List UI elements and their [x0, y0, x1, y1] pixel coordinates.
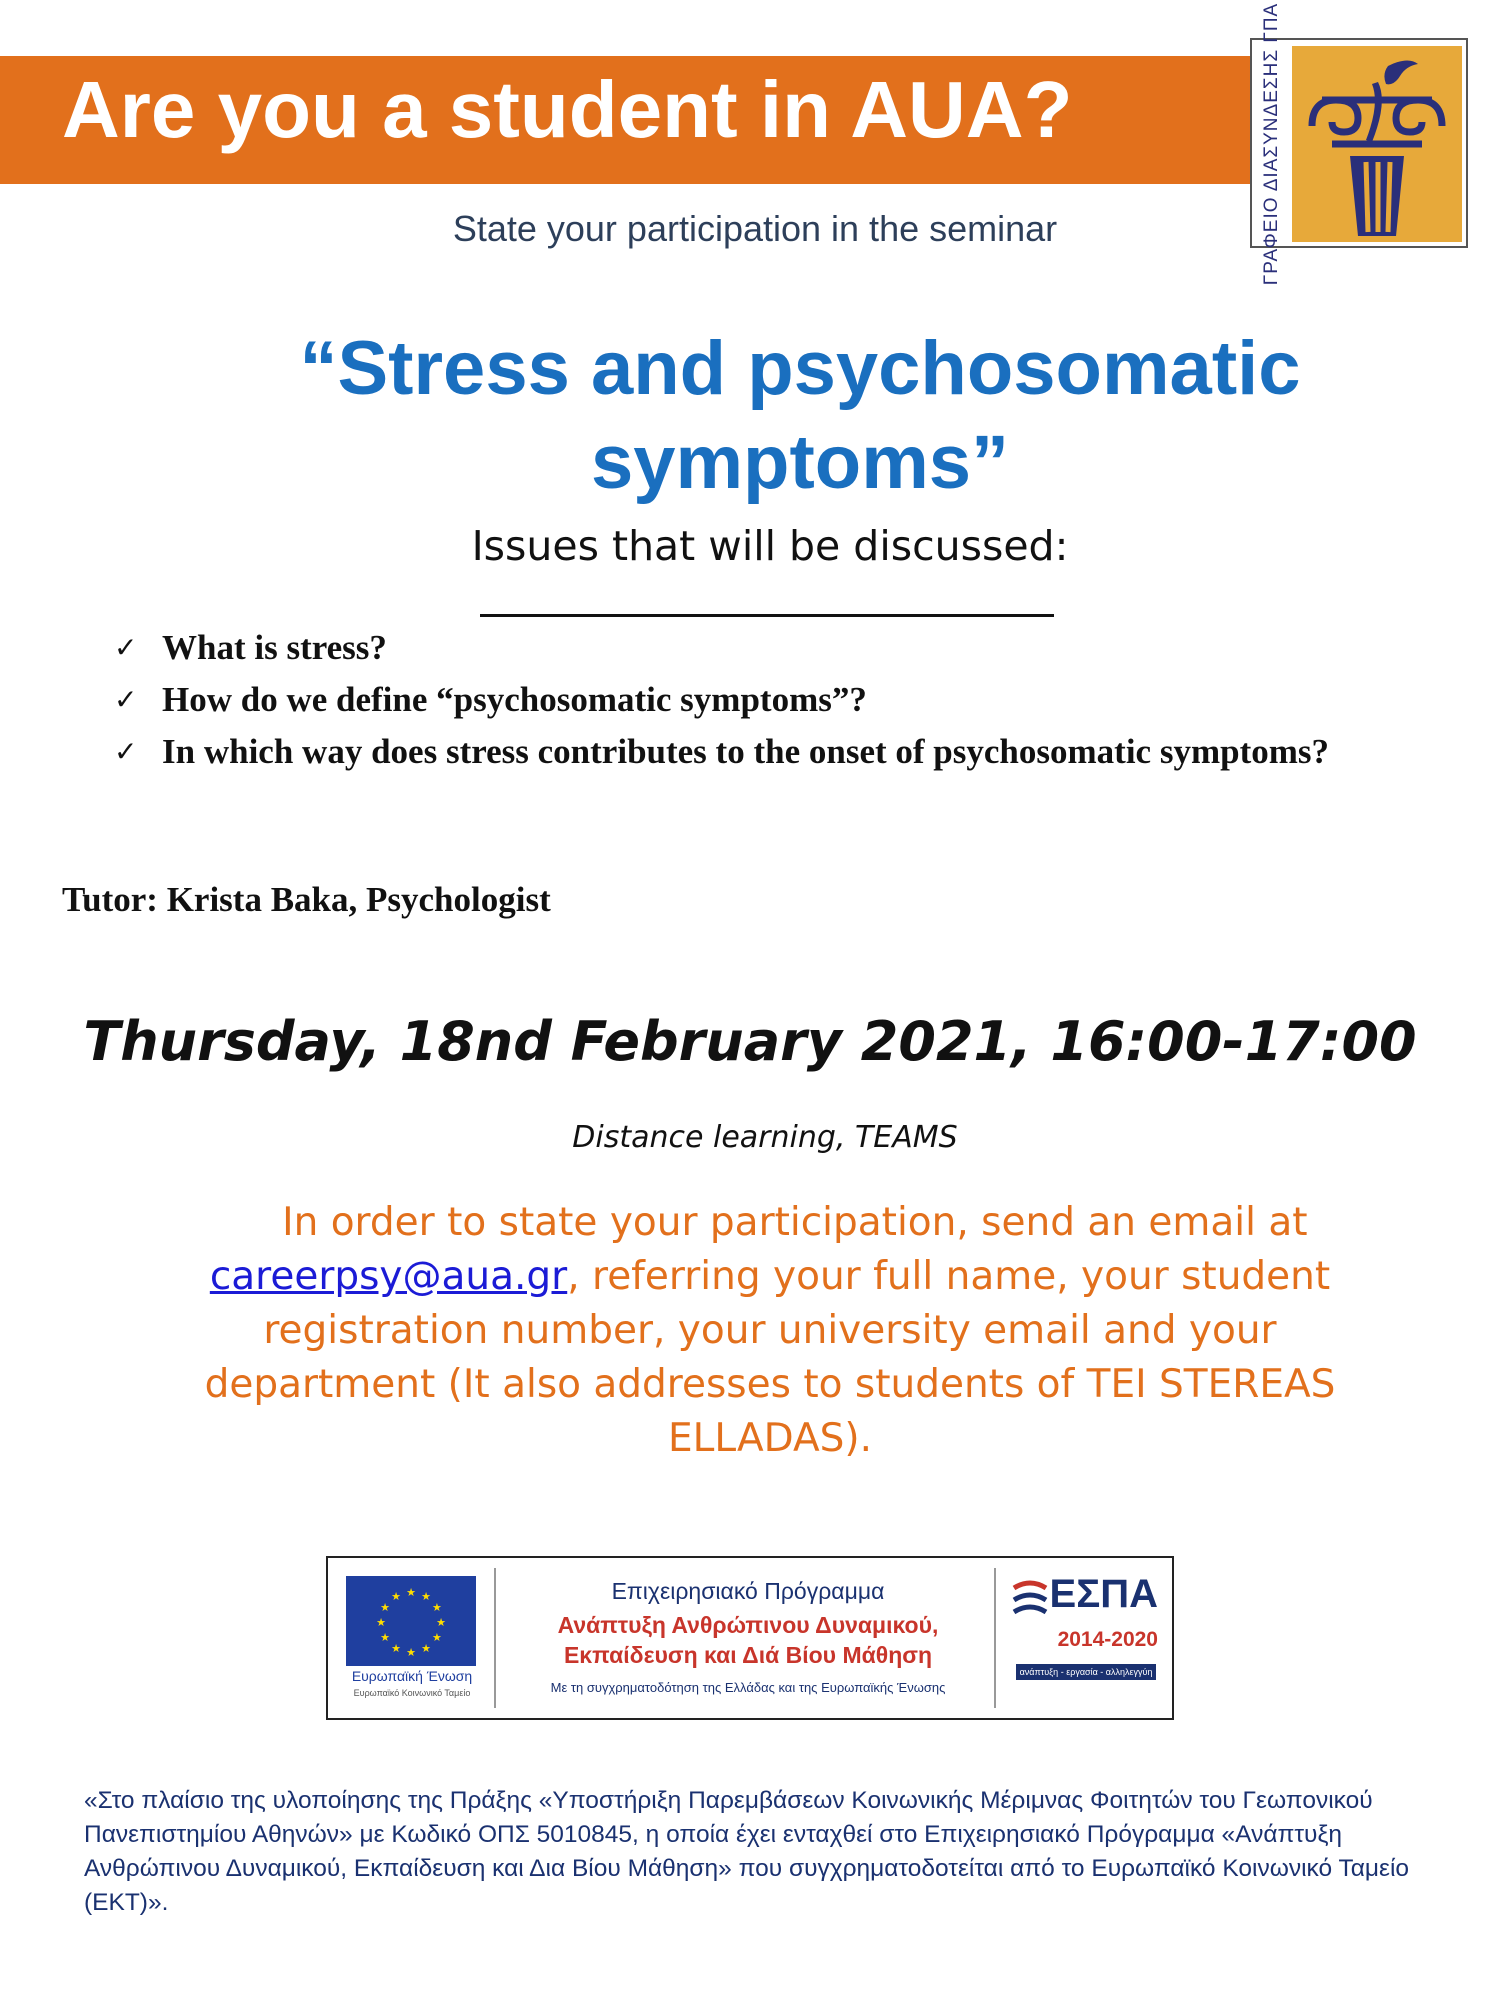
- list-item: [110, 726, 1468, 778]
- funding-footnote: «Στο πλαίσιο της υλοποίησης της Πράξης «Υποστήριξη Παρεμβάσεων Κοινωνικής Μέριμνας Φοιτητών του Γεωπονικού Πανεπιστημίου Αθηνών» με Κωδικό ΟΠΣ 5010845, η οποία έχει ενταχθεί στο Επιχειρησιακό Πρόγραμμα «Ανάπτυξη Ανθρώπινου Δυναμικού, Εκπαίδευση και Δια Βίου Μάθηση» που συγχρηματοδοτείται από το Ευρωπαϊκό Κοινωνικό Ταμείο (ΕΚΤ)».: [84, 1787, 1410, 1916]
- espa-tagline: ανάπτυξη - εργασία - αλληλεγγύη: [1016, 1664, 1156, 1680]
- issue-text: What is stress?: [162, 628, 387, 667]
- tutor: Tutor: Krista Baka, Psychologist: [62, 880, 551, 919]
- seminar-date: Thursday, 18nd February 2021, 16:00-17:00: [83, 1010, 1417, 1073]
- eu-label: Ευρωπαϊκή Ένωση: [351, 1668, 473, 1684]
- eu-star-icon: ★: [406, 1587, 416, 1599]
- eu-star-icon: ★: [432, 1602, 442, 1614]
- page-title: Are you a student in AUA?: [62, 65, 1073, 154]
- eu-star-icon: ★: [391, 1591, 401, 1604]
- seminar-title-line2: symptoms”: [590, 420, 1010, 505]
- eu-star-icon: ★: [391, 1642, 401, 1655]
- op-title: Επιχειρησιακό Πρόγραμμα: [611, 1578, 885, 1604]
- issues-heading: Issues that will be discussed:: [471, 522, 1069, 570]
- subtitle: State your participation in the seminar: [452, 208, 1058, 249]
- espa-years: 2014-2020: [1057, 1628, 1158, 1651]
- divider: [494, 1568, 496, 1708]
- eu-star-icon: ★: [380, 1632, 390, 1644]
- list-item: [110, 674, 1468, 726]
- participation-intro: In order to state your participation, send an email at: [282, 1200, 1308, 1245]
- participation-rest: , referring your full name, your student registration number, your university email and your department (It also addresses to students of TEI STEREAS ELLADAS).: [204, 1254, 1336, 1461]
- divider: [994, 1568, 996, 1708]
- eu-star-icon: ★: [432, 1632, 442, 1644]
- seminar-mode: Distance learning, TEAMS: [572, 1120, 958, 1155]
- checkmark-icon: ✓: [114, 683, 138, 716]
- participation-instructions: [180, 1196, 1360, 1466]
- cofund-text: Με τη συγχρηματοδότηση της Ελλάδας και της Ευρωπαϊκής Ένωσης: [550, 1680, 946, 1695]
- eu-star-icon: ★: [376, 1617, 386, 1629]
- op-name-line1: Ανάπτυξη Ανθρώπινου Δυναμικού,: [557, 1612, 939, 1638]
- email-link[interactable]: careerpsy@aua.gr: [209, 1254, 568, 1299]
- eu-star-icon: ★: [380, 1602, 390, 1614]
- checkmark-icon: ✓: [114, 735, 138, 768]
- eu-flag-icon: [346, 1576, 476, 1666]
- checkmark-icon: ✓: [114, 631, 138, 664]
- eu-star-icon: ★: [406, 1647, 416, 1659]
- issues-list: [110, 622, 1468, 778]
- seminar-title-line1: “Stress and psychosomatic: [299, 326, 1301, 411]
- op-name-line2: Εκπαίδευση και Διά Βίου Μάθηση: [563, 1642, 933, 1668]
- eu-star-icon: ★: [436, 1617, 446, 1629]
- espa-banner: [326, 1556, 1174, 1720]
- espa-logo: ΕΣΠΑ: [1049, 1572, 1158, 1616]
- eu-star-icon: ★: [421, 1642, 431, 1655]
- issue-text: How do we define “psychosomatic symptoms”?: [162, 680, 867, 719]
- op-name: [508, 1610, 988, 1670]
- eu-sublabel: Ευρωπαϊκό Κοινωνικό Ταμείο: [353, 1688, 471, 1698]
- eu-star-icon: ★: [421, 1591, 431, 1604]
- issue-text: In which way does stress contributes to the onset of psychosomatic symptoms?: [162, 732, 1329, 771]
- logo-text: ΓΡΑΦΕΙΟ ΔΙΑΣΥΝΔΕΣΗΣ ΓΠΑ: [1261, 2, 1282, 286]
- seminar-title: [240, 322, 1360, 510]
- heading-divider: [480, 614, 1054, 617]
- list-item: [110, 622, 1468, 674]
